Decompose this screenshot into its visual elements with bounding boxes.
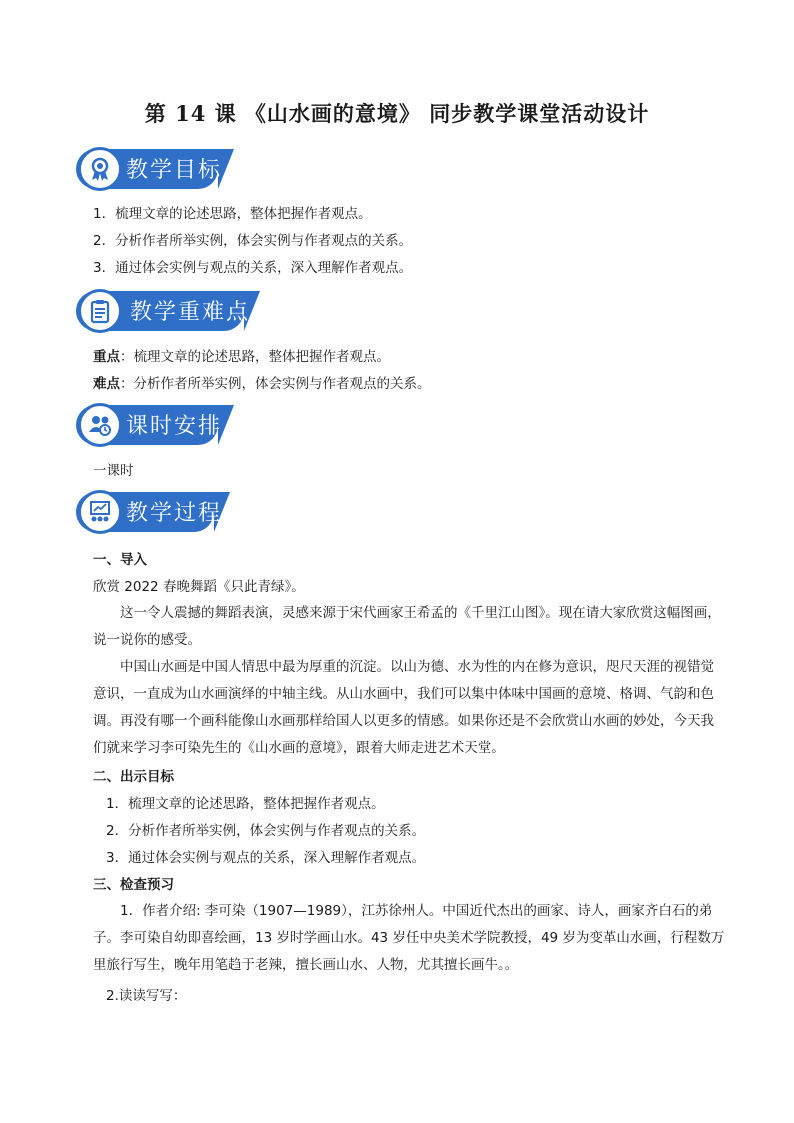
section-banner-objectives [76, 149, 236, 189]
key-point-line [93, 348, 390, 366]
section-heading-objectives: 教学目标 [126, 158, 223, 183]
page-title: 第 14 课 《山水画的意境》 同步教学课堂活动设计 [144, 101, 650, 126]
people-clock-icon [78, 403, 122, 447]
section-heading-process: 教学过程 [126, 501, 223, 526]
key-point-text: ：梳理文章的论述思路，整体把握作者观点。 [120, 349, 390, 365]
section-banner-key-points [76, 291, 262, 331]
goal-item: 3．通过体会实例与观点的关系，深入理解作者观点。 [106, 850, 426, 866]
subheading-preview: 三、检查预习 [93, 877, 174, 893]
award-ribbon-icon [78, 147, 122, 191]
goal-item: 2．分析作者所举实例，体会实例与作者观点的关系。 [106, 823, 426, 839]
key-point-label: 重点 [93, 349, 120, 365]
preview-paragraph: 1．作者介绍: 李可染（1907—1989），江苏徐州人。中国近代杰出的画家、诗人，画家齐白石的弟子。李可染自幼即喜绘画，13 岁时学画山水。43 岁任中央美术学院教授，49 岁为变革山水画，行程数万里旅行写生，晚年用笔趋于老辣，擅长画山水、人物，尤其擅长画牛。。 [93, 903, 725, 973]
subheading-goals: 二、出示目标 [93, 769, 174, 785]
subheading-intro: 一、导入 [93, 552, 147, 568]
intro-line: 欣赏 2022 春晚舞蹈《只此青绿》。 [93, 579, 305, 595]
section-heading-schedule: 课时安排 [126, 414, 223, 439]
objective-item: 2．分析作者所举实例，体会实例与作者观点的关系。 [93, 233, 413, 249]
hard-point-text: ：分析作者所举实例，体会实例与作者观点的关系。 [120, 376, 431, 392]
hard-point-line [93, 375, 431, 393]
hard-point-label: 难点 [93, 376, 120, 392]
objective-item: 3．通过体会实例与观点的关系，深入理解作者观点。 [93, 260, 413, 276]
schedule-text: 一课时 [93, 463, 134, 479]
section-heading-key-points: 教学重难点 [130, 300, 251, 325]
presentation-chart-icon [78, 490, 122, 534]
section-banner-process [76, 492, 232, 532]
intro-paragraph: 这一令人震撼的舞蹈表演，灵感来源于宋代画家王希孟的《千里江山图》。现在请大家欣赏这幅图画，说一说你的感受。 [93, 605, 721, 648]
intro-paragraph: 中国山水画是中国人情思中最为厚重的沉淀。以山为德、水为性的内在修为意识，咫尺天涯的视错觉意识，一直成为山水画演绎的中轴主线。从山水画中，我们可以集中体味中国画的意境、格调、气韵和色调。再没有哪一个画科能像山水画那样给国人以更多的情感。如果你还是不会欣赏山水画的妙处，今天我们就来学习李可染先生的《山水画的意境》，跟着大师走进艺术天堂。 [93, 659, 714, 756]
preview-item: 2.读读写写： [106, 988, 187, 1004]
goal-item: 1．梳理文章的论述思路，整体把握作者观点。 [106, 796, 385, 812]
section-banner-schedule [76, 405, 236, 445]
clipboard-list-icon [78, 289, 122, 333]
objective-item: 1．梳理文章的论述思路，整体把握作者观点。 [93, 206, 372, 222]
